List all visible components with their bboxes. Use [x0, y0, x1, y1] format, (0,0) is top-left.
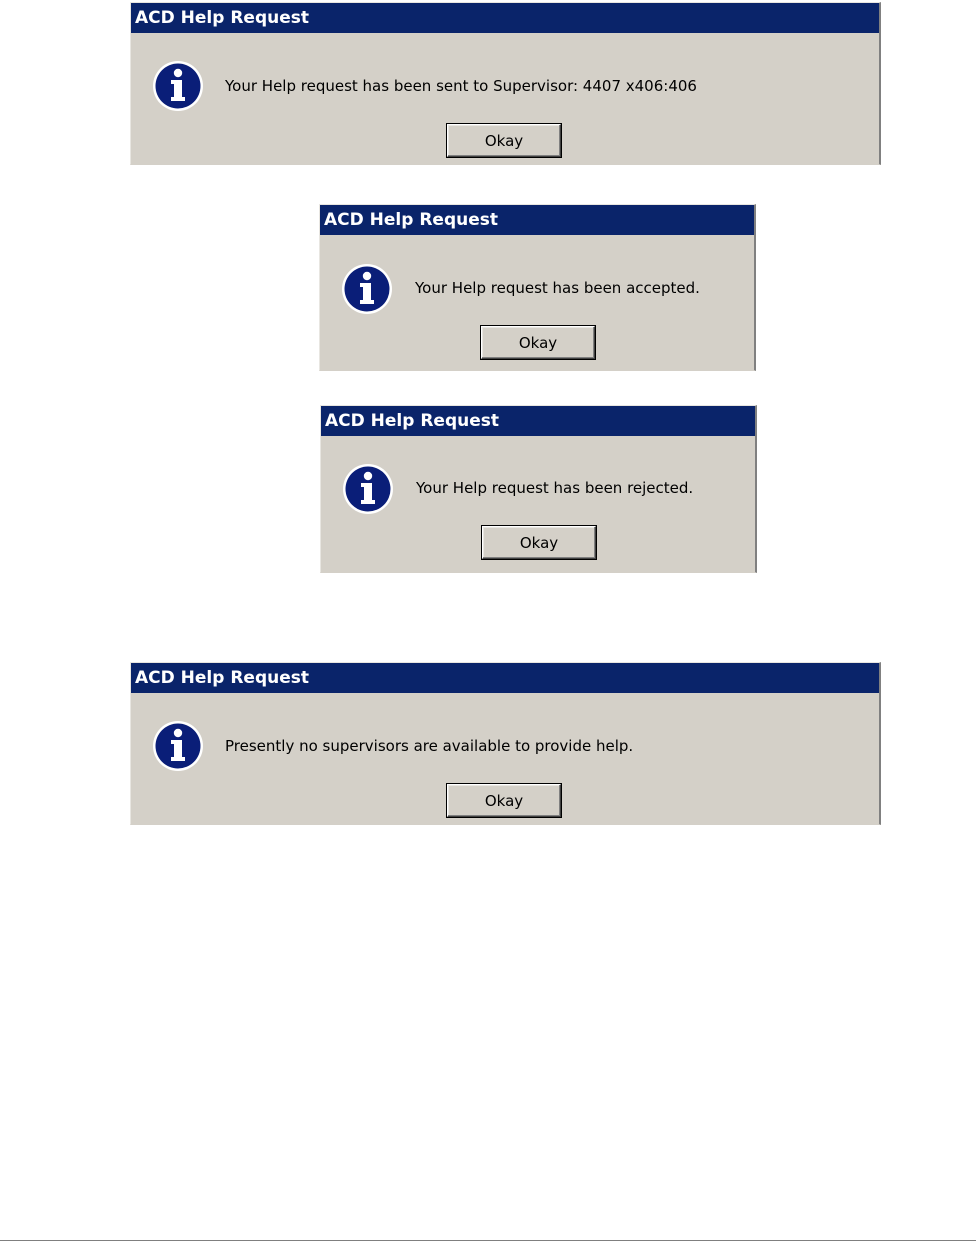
dialog-title: ACD Help Request	[131, 3, 879, 33]
no-supervisors-dialog	[130, 662, 881, 825]
dialog-message: Your Help request has been accepted.	[415, 279, 700, 297]
dialog-title: ACD Help Request	[131, 663, 879, 693]
info-icon	[152, 60, 204, 112]
help-request-rejected-dialog	[320, 405, 757, 573]
help-request-sent-dialog	[130, 2, 881, 165]
info-icon	[152, 720, 204, 772]
okay-button[interactable]: Okay	[447, 784, 561, 817]
okay-button[interactable]: Okay	[447, 124, 561, 157]
info-icon	[342, 463, 394, 515]
dialog-message: Your Help request has been rejected.	[416, 479, 694, 497]
dialog-title: ACD Help Request	[321, 406, 755, 436]
help-request-accepted-dialog	[319, 204, 756, 371]
dialog-message: Presently no supervisors are available to provide help.	[225, 737, 634, 755]
dialog-title: ACD Help Request	[320, 205, 754, 235]
page-footer-rule	[0, 1240, 976, 1241]
okay-button[interactable]: Okay	[481, 326, 595, 359]
dialog-message: Your Help request has been sent to Supervisor: 4407 x406:406	[225, 77, 697, 95]
info-icon	[341, 263, 393, 315]
okay-button[interactable]: Okay	[482, 526, 596, 559]
